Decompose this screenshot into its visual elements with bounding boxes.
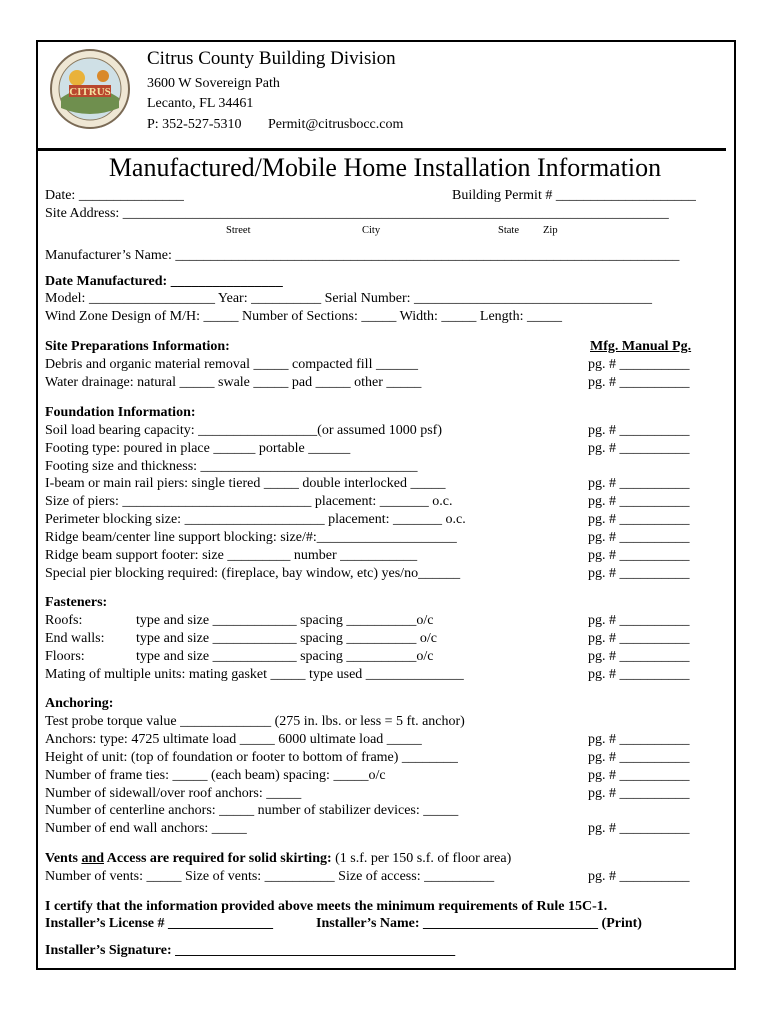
vents-heading-a: Vents — [45, 851, 82, 866]
torque-field[interactable]: Test probe torque value _____________ (275 in. lbs. or less = 5 ft. anchor) — [45, 714, 465, 729]
page-ref-field[interactable]: pg. # __________ — [588, 786, 690, 801]
street-label: Street — [226, 225, 251, 236]
floors-field[interactable]: type and size ____________ spacing __________o/c — [136, 649, 434, 664]
installer-name-field[interactable]: Installer’s Name: _________________________ (Print) — [316, 916, 642, 931]
page-ref-field[interactable]: pg. # __________ — [588, 750, 690, 765]
roofs-field[interactable]: type and size ____________ spacing __________o/c — [136, 613, 434, 628]
mating-field[interactable]: Mating of multiple units: mating gasket _____ type used ______________ — [45, 667, 464, 682]
address-line-2: Lecanto, FL 34461 — [147, 96, 254, 111]
anchoring-heading: Anchoring: — [45, 696, 114, 711]
drainage-field[interactable]: Water drainage: natural _____ swale _____ pad _____ other _____ — [45, 375, 422, 390]
page-ref-field[interactable]: pg. # __________ — [588, 476, 690, 491]
page-ref-field[interactable]: pg. # __________ — [588, 375, 690, 390]
ridge-beam-footer-field[interactable]: Ridge beam support footer: size _________ number ___________ — [45, 548, 418, 563]
foundation-heading: Foundation Information: — [45, 405, 196, 420]
footing-size-field[interactable]: Footing size and thickness: _______________________________ — [45, 459, 418, 474]
anchors-field[interactable]: Anchors: type: 4725 ultimate load _____ 6000 ultimate load _____ — [45, 732, 422, 747]
vents-heading-b: Access are required for solid skirting: — [104, 851, 332, 866]
floors-label: Floors: — [45, 649, 85, 664]
page-ref-field[interactable]: pg. # __________ — [588, 548, 690, 563]
vents-heading-note: (1 s.f. per 150 s.f. of floor area) — [331, 851, 512, 866]
page-ref-field[interactable]: pg. # __________ — [588, 357, 690, 372]
sidewall-anchors-field[interactable]: Number of sidewall/over roof anchors: _____ — [45, 786, 302, 801]
fasteners-heading: Fasteners: — [45, 595, 108, 610]
page-ref-field[interactable]: pg. # __________ — [588, 821, 690, 836]
page-ref-field[interactable]: pg. # __________ — [588, 768, 690, 783]
page-ref-field[interactable]: pg. # __________ — [588, 631, 690, 646]
page-ref-field[interactable]: pg. # __________ — [588, 869, 690, 884]
model-year-serial-field[interactable]: Model: __________________ Year: __________ Serial Number: __________________________________ — [45, 291, 653, 306]
page-ref-field[interactable]: pg. # __________ — [588, 649, 690, 664]
building-permit-field[interactable]: Building Permit # ____________________ — [452, 188, 696, 203]
roofs-label: Roofs: — [45, 613, 83, 628]
perimeter-blocking-field[interactable]: Perimeter blocking size: ____________________ placement: _______ o.c. — [45, 512, 466, 527]
page-ref-field[interactable]: pg. # __________ — [588, 494, 690, 509]
frame-ties-field[interactable]: Number of frame ties: _____ (each beam) spacing: _____o/c — [45, 768, 386, 783]
page-ref-field[interactable]: pg. # __________ — [588, 423, 690, 438]
ibeam-piers-field[interactable]: I-beam or main rail piers: single tiered _____ double interlocked _____ — [45, 476, 446, 491]
pier-size-field[interactable]: Size of piers: ___________________________ placement: _______ o.c. — [45, 494, 453, 509]
date-field[interactable]: Date: _______________ — [45, 188, 184, 203]
page-ref-field[interactable]: pg. # __________ — [588, 530, 690, 545]
ridge-beam-blocking-field[interactable]: Ridge beam/center line support blocking: size/#:____________________ — [45, 530, 457, 545]
page-ref-field[interactable]: pg. # __________ — [588, 441, 690, 456]
date-manufactured-field[interactable]: Date Manufactured: ________________ — [45, 274, 283, 289]
county-seal-icon — [49, 48, 131, 130]
soil-bearing-field[interactable]: Soil load bearing capacity: _________________(or assumed 1000 psf) — [45, 423, 442, 438]
email: Permit@citrusbocc.com — [268, 117, 404, 132]
manufacturer-field[interactable]: Manufacturer’s Name: ________________________________________________________________________ — [45, 248, 680, 263]
site-address-field[interactable]: Site Address: ______________________________________________________________________________ — [45, 206, 669, 221]
end-wall-anchors-field[interactable]: Number of end wall anchors: _____ — [45, 821, 247, 836]
installer-signature-field[interactable]: Installer’s Signature: ________________________________________ — [45, 943, 456, 958]
header-divider — [38, 148, 726, 151]
mfg-manual-heading: Mfg. Manual Pg. — [590, 339, 692, 354]
page-ref-field[interactable]: pg. # __________ — [588, 732, 690, 747]
vents-heading — [45, 850, 511, 867]
page-ref-field[interactable]: pg. # __________ — [588, 566, 690, 581]
wind-zone-field[interactable]: Wind Zone Design of M/H: _____ Number of Sections: _____ Width: _____ Length: _____ — [45, 309, 562, 324]
page-title: Manufactured/Mobile Home Installation Information — [108, 153, 662, 182]
state-label: State — [498, 225, 519, 236]
vents-field[interactable]: Number of vents: _____ Size of vents: __________ Size of access: __________ — [45, 869, 495, 884]
special-pier-field[interactable]: Special pier blocking required: (fireplace, bay window, etc) yes/no______ — [45, 566, 461, 581]
debris-field[interactable]: Debris and organic material removal _____ compacted fill ______ — [45, 357, 418, 372]
zip-label: Zip — [543, 225, 558, 236]
unit-height-field[interactable]: Height of unit: (top of foundation or footer to bottom of frame) ________ — [45, 750, 458, 765]
org-name: Citrus County Building Division — [147, 48, 396, 69]
footing-type-field[interactable]: Footing type: poured in place ______ portable ______ — [45, 441, 351, 456]
seal-text: CITRUS — [69, 86, 111, 98]
address-line-1: 3600 W Sovereign Path — [147, 76, 280, 91]
installer-license-field[interactable]: Installer’s License # _______________ — [45, 916, 273, 931]
phone: P: 352-527-5310 — [147, 117, 242, 132]
page-ref-field[interactable]: pg. # __________ — [588, 667, 690, 682]
page-ref-field[interactable]: pg. # __________ — [588, 613, 690, 628]
centerline-anchors-field[interactable]: Number of centerline anchors: _____ number of stabilizer devices: _____ — [45, 803, 459, 818]
end-walls-field[interactable]: type and size ____________ spacing __________ o/c — [136, 631, 437, 646]
page-ref-field[interactable]: pg. # __________ — [588, 512, 690, 527]
vents-heading-and: and — [81, 851, 105, 866]
site-prep-heading: Site Preparations Information: — [45, 339, 230, 354]
certify-statement: I certify that the information provided above meets the minimum requirements of Rule 15C-1. — [45, 899, 608, 914]
end-walls-label: End walls: — [45, 631, 105, 646]
city-label: City — [362, 225, 381, 236]
